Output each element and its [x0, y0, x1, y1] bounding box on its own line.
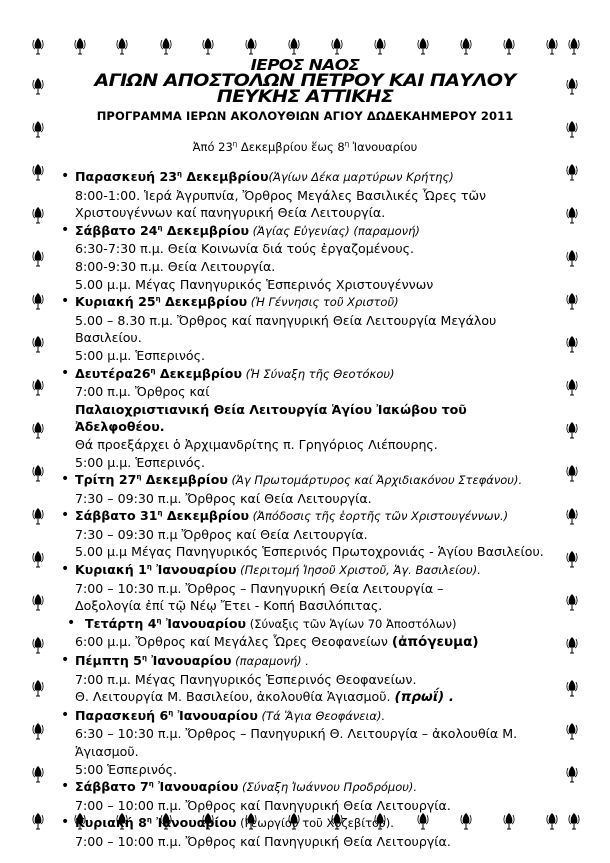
tulip-ornament-icon	[33, 465, 43, 481]
tulip-ornament-icon	[567, 293, 577, 309]
tulip-ornament-icon	[33, 164, 43, 180]
entry-service-line: 6:00 μ.μ. Ὄρθρος καί Μεγάλες Ὧρες Θεοφανείων (ἀπόγευμα)	[75, 634, 479, 651]
tulip-ornament-icon	[567, 766, 577, 782]
entry-day: $\Delta\varepsilon\upsilon\tau έ\rho\alpha 26^\eta$ Δεκεμβρίου	[75, 365, 242, 381]
tulip-ornament-icon	[33, 551, 43, 567]
tulip-ornament-icon	[567, 336, 577, 352]
entry-feast: (Ἁγίας Εὐγενίας) (παραμονή)	[249, 223, 420, 238]
entry-service-line: 5:00 μ.μ. Ἑσπερινός.	[75, 347, 206, 363]
document-subtitle: ΠΡΟΓΡΑΜΜΑ ΙΕΡΩΝ ΑΚΟΛΟΥΘΙΩΝ ΑΓΙΟΥ ΔΩΔΕΚΑΗΜΕΡΟΥ 2011	[96, 109, 514, 123]
tulip-ornament-icon	[547, 38, 557, 54]
entry-feast: (Γεωργίου τοῦ Χοζεβίτου).	[236, 816, 394, 831]
tulip-ornament-icon	[33, 680, 43, 696]
entry-day: Τετάρτη $4^\eta$ Ἰανουαρίου	[85, 615, 247, 631]
entry-service-line: 7:00 π.μ. Μέγας Πανηγυρικός Ἑσπερινός Θεοφανείων.	[75, 671, 417, 687]
tulip-ornament-icon	[203, 38, 213, 54]
entry-feast: (παραμονή) .	[231, 654, 309, 669]
entry-service-line: Θ. Λειτουργία Μ. Βασιλείου, ἀκολουθία Ἁγιασμοῦ. (πρωΐ) .	[75, 689, 455, 706]
tulip-ornament-icon	[33, 637, 43, 653]
schedule-entry	[55, 652, 555, 707]
entry-service-line-bold: Παλαιοχριστιανική Θεία Λειτουργία Ἁγίου Ἰακώβου τοῦ Ἀδελφοθέου.	[75, 401, 467, 435]
entry-day: Κυριακή $25^\eta$ Δεκεμβρίου	[75, 294, 248, 310]
entry-service-line: 7:30 – 09:30 π.μ. Ὄρθρος καί Θεία Λειτουργία.	[75, 490, 372, 506]
tulip-ornament-icon	[33, 336, 43, 352]
tulip-ornament-icon	[33, 207, 43, 223]
date-range-sup: η	[232, 140, 238, 149]
tulip-ornament-icon	[567, 637, 577, 653]
entry-day: Παρασκευή $6^\eta$ Ἰανουαρίου	[75, 707, 258, 723]
entry-service-line: 6:30 – 10:30 π.μ. Ὄρθρος – Πανηγυρική Θ. Λειτουργία – ἀκολουθία Μ. Ἁγιασμοῦ.	[75, 726, 518, 759]
date-range-end: Ἰανουαρίου	[349, 140, 418, 154]
tulip-ornament-icon	[33, 38, 43, 54]
tulip-ornament-icon	[567, 379, 577, 395]
tulip-ornament-icon	[33, 594, 43, 610]
tulip-ornament-icon	[33, 508, 43, 524]
tulip-ornament-icon	[33, 723, 43, 739]
tulip-ornament-icon	[33, 422, 43, 438]
church-title-line3: ΠΕΥΚΗΣ ΑΤΤΙΚΗΣ	[216, 87, 394, 107]
schedule-entry	[55, 814, 555, 850]
entry-service-line: 7:00 – 10:30 π.μ. Ὄρθρος – Πανηγυρική Θεία Λειτουργία –	[75, 580, 444, 596]
schedule-entry	[55, 778, 555, 814]
schedule-entry	[55, 471, 555, 507]
schedule-entry	[55, 168, 555, 222]
entry-day: Πέμπτη $5^\eta$ Ἰανουαρίου	[75, 653, 232, 669]
tulip-ornament-icon	[33, 766, 43, 782]
entry-service-line: 5:00 μ.μ. Ἑσπερινός.	[75, 454, 206, 470]
entry-day: Σάββατο $31^\eta$ Δεκεμβρίου	[75, 508, 249, 524]
entry-feast: (Ἡ Σύναξη τῆς Θεοτόκου)	[241, 366, 395, 381]
tulip-ornament-icon	[567, 551, 577, 567]
tulip-ornament-icon	[75, 38, 85, 54]
tulip-ornament-icon	[33, 379, 43, 395]
entry-service-line: Θά προεξάρχει ὁ Ἀρχιμανδρίτης π. Γρηγόριος Λιέπουρης.	[75, 436, 438, 452]
tulip-ornament-icon	[33, 293, 43, 309]
schedule-entry	[55, 561, 555, 615]
entry-service-line: 5.00 μ.μ Μέγας Πανηγυρικός Ἑσπερινός Πρωτοχρονιάς - Ἁγίου Βασιλείου.	[75, 544, 544, 560]
tulip-ornament-icon	[504, 38, 514, 54]
entry-day: Κυριακή $8^\eta$ Ἰανουαρίου	[75, 815, 237, 831]
entry-feast: (Ἡ Γέννησις τοῦ Χριστοῦ)	[247, 295, 399, 310]
entry-day: Τρίτη $27^\eta$ Δεκεμβρίου	[75, 472, 228, 488]
entry-service-line: 5.00 μ.μ. Μέγας Πανηγυρικός Ἑσπερινός Χριστουγέννων	[75, 276, 434, 292]
church-title-line2: ΑΓΙΩΝ ΑΠΟΣΤΟΛΩΝ ΠΕΤΡΟΥ ΚΑΙ ΠΑΥΛΟΥ	[94, 71, 516, 91]
date-range-sup: η	[344, 140, 350, 149]
entry-feast: (Σύναξις τῶν Ἁγίων 70 Ἀποστόλων)	[246, 616, 457, 631]
tulip-ornament-icon	[567, 250, 577, 266]
tulip-ornament-icon	[569, 813, 579, 829]
tulip-ornament-icon	[569, 38, 579, 54]
schedule-entry	[55, 222, 555, 293]
tulip-ornament-icon	[567, 680, 577, 696]
entry-service-line: 8:00-1:00. Ἱερά Ἀγρυπνία, Ὄρθρος Μεγάλες Βασιλικές Ὧρες τῶν Χριστουγέννων καί πανηγυρική Θεία Λειτουργία.	[75, 187, 487, 221]
tulip-ornament-icon	[289, 38, 299, 54]
tulip-ornament-icon	[375, 38, 385, 54]
tulip-ornament-icon	[567, 594, 577, 610]
tulip-ornament-icon	[117, 38, 127, 54]
service-schedule-list	[55, 168, 555, 851]
schedule-entry	[55, 707, 555, 778]
tulip-ornament-icon	[161, 38, 171, 54]
entry-day: Κυριακή $1^\eta$ Ἰανουαρίου	[75, 562, 237, 578]
tulip-ornament-icon	[567, 164, 577, 180]
entry-service-line: 5.00 – 8.30 π.μ. Ὄρθρος καί πανηγυρική Θεία Λειτουργία Μεγάλου Βασιλείου.	[75, 312, 497, 346]
entry-service-line: 7:00 π.μ. Ὄρθρος καί	[75, 384, 210, 400]
tulip-ornament-icon	[246, 38, 256, 54]
entry-service-line: 7:00 – 10:00 π.μ. Ὄρθρος καί Πανηγυρική Θεία Λειτουργία.	[75, 797, 451, 813]
tulip-ornament-icon	[33, 121, 43, 137]
schedule-entry	[55, 365, 555, 472]
entry-service-line: 6:30-7:30 π.μ. Θεία Κοινωνία διά τούς ἐργαζομένους.	[75, 241, 414, 257]
entry-day: Σάββατο $24^\eta$ Δεκεμβρίου	[75, 222, 249, 238]
entry-feast: (Ἀπόδοσις τῆς ἑορτῆς τῶν Χριστουγέννων.)	[249, 509, 509, 524]
entry-feast: (Περιτομή Ἰησοῦ Χριστοῦ, Ἁγ. Βασιλείου).	[236, 563, 481, 578]
entry-service-line: Δοξολογία ἐπί τῷ Νέῳ Ἔτει - Κοπή Βασιλόπιτας.	[75, 598, 383, 614]
tulip-ornament-icon	[418, 38, 428, 54]
entry-service-line: 5:00 Ἑσπερινός.	[75, 761, 177, 777]
church-title-line1: ΙΕΡΟΣ ΝΑΟΣ	[250, 56, 360, 74]
tulip-ornament-icon	[33, 813, 43, 829]
entry-feast: (Τά Ἅγια Θεοφάνεια).	[257, 708, 386, 723]
entry-feast: (Ἁγίων Δέκα μαρτύρων Κρήτης)	[268, 170, 454, 184]
tulip-ornament-icon	[567, 465, 577, 481]
entry-service-line: 7:00 – 10:00 π.μ. Ὄρθρος καί Πανηγυρική Θεία Λειτουργία.	[75, 833, 451, 849]
entry-day: Σάββατο $7^\eta$ Ἰανουαρίου	[75, 779, 239, 795]
entry-feast: (Ἁγ Πρωτομάρτυρος καί Ἀρχιδιακόνου Στεφάνου).	[227, 473, 523, 488]
schedule-entry	[55, 615, 555, 652]
schedule-entry	[55, 507, 555, 561]
tulip-ornament-icon	[567, 422, 577, 438]
tulip-ornament-icon	[461, 38, 471, 54]
entry-service-line: 7:30 – 09:30 π.μ Ὄρθρος καί Θεία Λειτουργία.	[75, 526, 368, 542]
date-range	[55, 140, 555, 154]
entry-service-line: 8:00-9:30 π.μ. Θεία Λειτουργία.	[75, 258, 276, 274]
schedule-document	[55, 55, 555, 851]
date-range-mid: Δεκεμβρίου ἕως 8	[237, 140, 345, 154]
schedule-entry	[55, 293, 555, 364]
tulip-ornament-icon	[332, 38, 342, 54]
date-range-start: Ἀπό 23	[192, 140, 233, 154]
tulip-ornament-icon	[567, 723, 577, 739]
entry-day: Παρασκευή $23^\eta$ Δεκεμβρίου	[75, 169, 269, 184]
tulip-ornament-icon	[567, 508, 577, 524]
tulip-ornament-icon	[567, 207, 577, 223]
tulip-ornament-icon	[33, 250, 43, 266]
entry-feast: (Σύναξη Ἰωάννου Προδρόμου).	[238, 780, 418, 795]
tulip-ornament-icon	[567, 121, 577, 137]
